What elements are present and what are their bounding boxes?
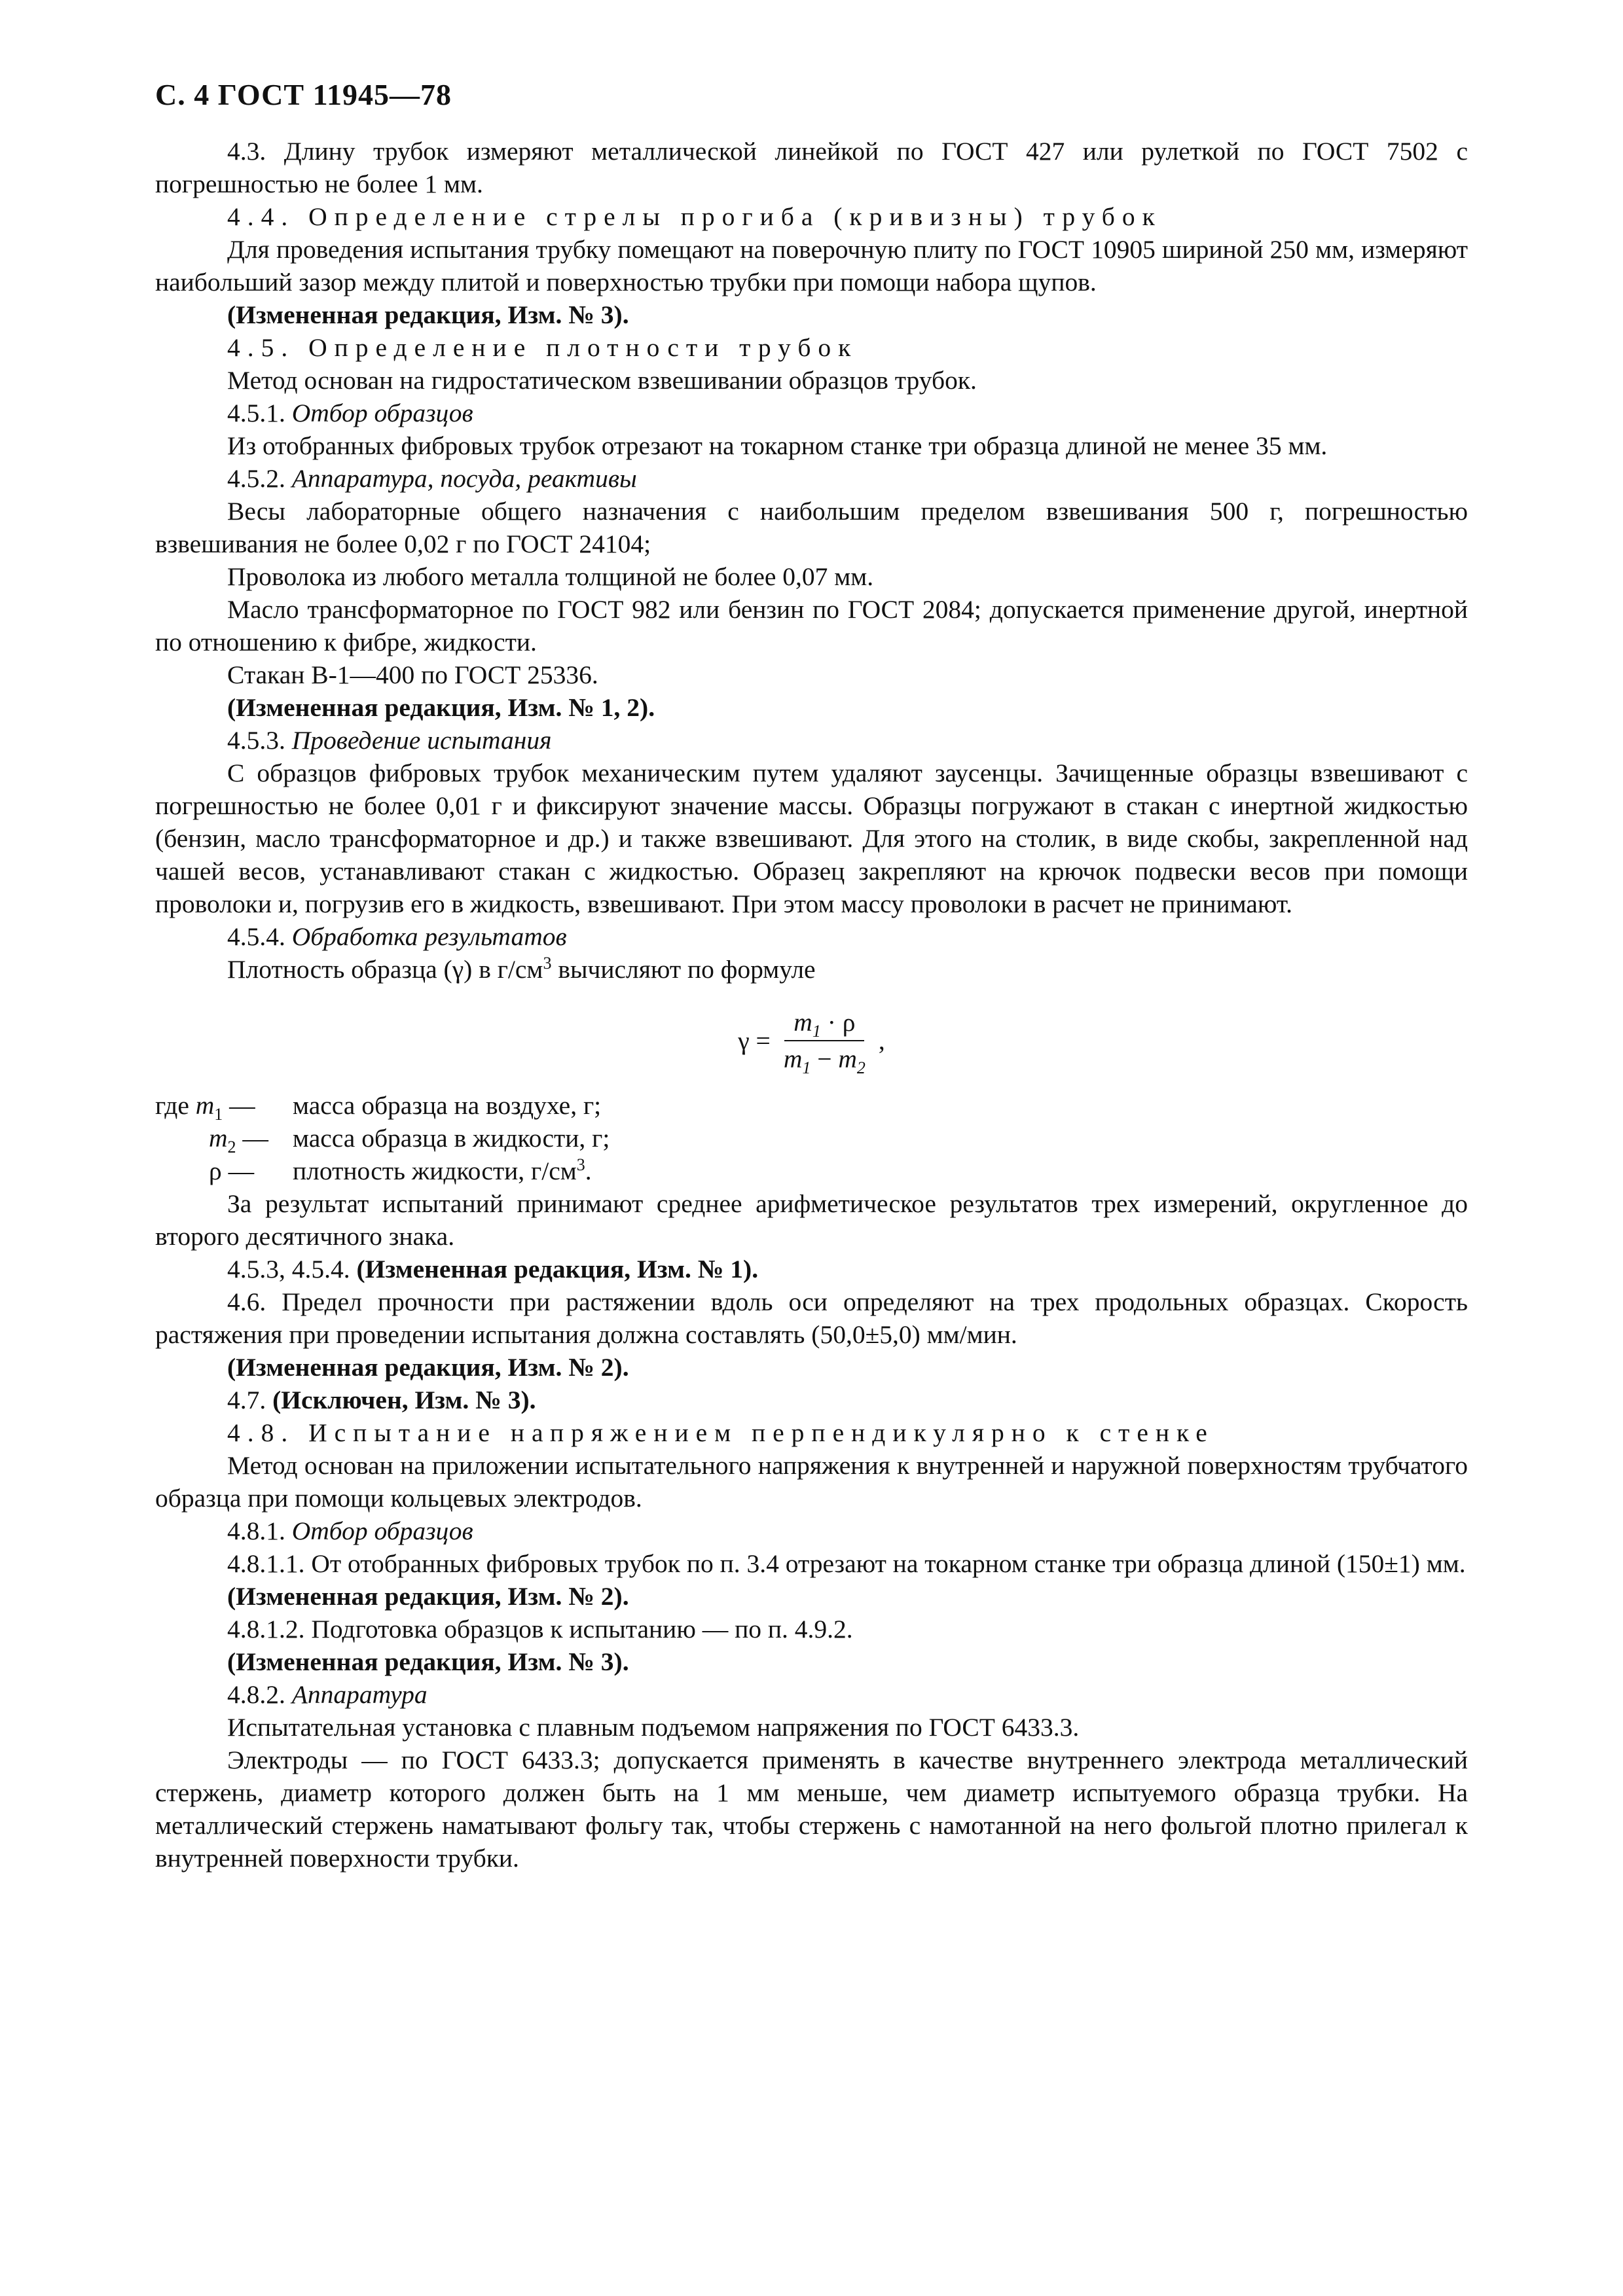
paragraph-result: За результат испытаний принимают среднее арифметическое результатов трех измерений, округленное до второго десятичного знака. [155, 1189, 1468, 1251]
section-number: 4.5.3. [227, 726, 292, 755]
heading-4-5-1 [155, 397, 1468, 429]
legend-subscript: 2 [227, 1137, 236, 1157]
legend-text: масса образца на воздухе, г; [293, 1091, 602, 1120]
legend-subscript: 1 [214, 1104, 223, 1124]
legend-text [293, 1155, 1468, 1187]
section-title: Аппаратура, посуда, реактивы [291, 464, 637, 493]
amendment-note: (Измененная редакция, Изм. № 1, 2). [227, 693, 655, 722]
legend-var: ρ [209, 1157, 222, 1185]
text-run: 4.5.3, 4.5.4. [227, 1255, 357, 1283]
legend-symbol [155, 1155, 293, 1187]
heading-4-4: 4.4. Определение стрелы прогиба (кривизны) трубок [227, 202, 1162, 231]
paragraph-test-setup: Испытательная установка с плавным подъемом напряжения по ГОСТ 6433.3. [227, 1713, 1080, 1742]
formula-symbol: m [793, 1008, 812, 1037]
heading-4-5: 4.5. Определение плотности трубок [227, 333, 858, 362]
superscript: 3 [543, 953, 552, 973]
formula-fraction [775, 1006, 875, 1075]
legend-dash: — [221, 1157, 255, 1185]
formula-symbol: m [783, 1045, 803, 1073]
paragraph-4-8-1-2: 4.8.1.2. Подготовка образцов к испытанию — по п. 4.9.2. [227, 1615, 853, 1643]
paragraph-4-6: 4.6. Предел прочности при растяжении вдоль оси определяют на трех продольных образцах. Скорость растяжения при проведении испытания должна составлять (50,0±5,0) мм/мин. [155, 1287, 1468, 1349]
paragraph-scales: Весы лабораторные общего назначения с наибольшим пределом взвешивания 500 г, погрешностью взвешивания не более 0,02 г по ГОСТ 24104; [155, 497, 1468, 558]
heading-4-8-1 [155, 1515, 1468, 1547]
amendment-note: (Измененная редакция, Изм. № 2). [227, 1353, 629, 1382]
density-formula [155, 1003, 1468, 1079]
legend-text: масса образца в жидкости, г; [293, 1124, 610, 1153]
section-title: Отбор образцов [291, 1516, 473, 1545]
formula-numerator [784, 1006, 864, 1041]
section-title: Проведение испытания [291, 726, 552, 755]
legend-dash: — [223, 1091, 255, 1120]
text-run: плотность жидкости, г/см [293, 1157, 577, 1185]
formula-symbol: m [838, 1045, 857, 1073]
paragraph-beaker: Стакан В-1—400 по ГОСТ 25336. [227, 660, 598, 689]
text-run: вычисляют по формуле [551, 955, 816, 984]
text-run: 4.7. [227, 1386, 273, 1414]
paragraph-oil: Масло трансформаторное по ГОСТ 982 или бензин по ГОСТ 2084; допускается применение другой, инертной по отношению к фибре, жидкости. [155, 595, 1468, 656]
paragraph-electrodes: Электроды — по ГОСТ 6433.3; допускается применять в качестве внутреннего электрода металлический стержень, диаметр которого должен быть на 1 мм меньше, чем диаметр испытуемого образца трубки. На металлический стержень наматывают фольгу так, чтобы стержень с намотанной на него фольгой плотно прилегал к внутренней поверхности трубки. [155, 1746, 1468, 1873]
text-run: . [585, 1157, 592, 1185]
paragraph-4-7 [155, 1384, 1468, 1416]
paragraph-density-intro [155, 953, 1468, 986]
amendment-note: (Измененная редакция, Изм. № 2). [227, 1582, 629, 1611]
formula-subscript: 1 [812, 1021, 821, 1041]
section-title: Аппаратура [291, 1680, 428, 1709]
heading-4-5-2 [155, 462, 1468, 495]
heading-4-5-3 [155, 724, 1468, 757]
section-number: 4.5.1. [227, 399, 292, 427]
document-body [155, 135, 1468, 1874]
section-number: 4.8.1. [227, 1516, 292, 1545]
formula-legend [155, 1089, 1468, 1187]
legend-dash: — [236, 1124, 268, 1153]
amendment-note-4-5-3 [155, 1253, 1468, 1285]
formula-subscript: 2 [856, 1058, 866, 1077]
legend-var: m [209, 1124, 228, 1153]
formula-operator: − [811, 1045, 839, 1073]
paragraph-4-5-1-text: Из отобранных фибровых трубок отрезают на токарном станке три образца длиной не менее 35 мм. [227, 431, 1328, 460]
amendment-note: (Измененная редакция, Изм. № 3). [227, 1647, 629, 1676]
legend-var: m [195, 1091, 215, 1120]
paragraph-4-5-text: Метод основан на гидростатическом взвешивании образцов трубок. [227, 366, 977, 395]
paragraph-4-8-text: Метод основан на приложении испытательного напряжения к внутренней и наружной поверхностям трубчатого образца при помощи кольцевых электродов. [155, 1451, 1468, 1513]
formula-symbol: · ρ [820, 1008, 856, 1037]
formula-lhs: γ = [738, 1026, 771, 1055]
superscript: 3 [576, 1155, 585, 1174]
section-number: 4.5.4. [227, 922, 292, 951]
paragraph-wire: Проволока из любого металла толщиной не более 0,07 мм. [227, 562, 874, 591]
paragraph-4-3: 4.3. Длину трубок измеряют металлической линейкой по ГОСТ 427 или рулеткой по ГОСТ 7502 с погрешностью не более 1 мм. [155, 137, 1468, 198]
formula-denominator [775, 1041, 875, 1075]
section-number: 4.5.2. [227, 464, 292, 493]
legend-lead: где [155, 1091, 196, 1120]
legend-symbol [155, 1089, 293, 1122]
section-number: 4.8.2. [227, 1680, 292, 1709]
section-title: Обработка результатов [291, 922, 567, 951]
heading-4-8-2 [155, 1678, 1468, 1711]
amendment-text: (Измененная редакция, Изм. № 1). [356, 1255, 759, 1283]
heading-4-8: 4.8. Испытание напряжением перпендикулярно к стенке [227, 1418, 1214, 1447]
section-title: Отбор образцов [291, 399, 473, 427]
paragraph-4-8-1-1: 4.8.1.1. От отобранных фибровых трубок по п. 3.4 отрезают на токарном станке три образца длиной (150±1) мм. [227, 1549, 1466, 1578]
paragraph-4-5-3-text: С образцов фибровых трубок механическим путем удаляют заусенцы. Зачищенные образцы взвешивают с погрешностью не более 0,01 г и фиксируют значение массы. Образцы погружают в стакан с инертной жидкостью (бензин, масло трансформаторное и др.) и также взвешивают. Для этого на столик, в виде скобы, закрепленной над чашей весов, устанавливают стакан с жидкостью. Образец закрепляют на крючок подвески весов при помощи проволоки и, погрузив его в жидкость, взвешивают. При этом массу проволоки в расчет не принимают. [155, 759, 1468, 918]
legend-symbol [155, 1122, 293, 1155]
heading-4-5-4 [155, 920, 1468, 953]
text-run: Плотность образца (γ) в г/см [227, 955, 543, 984]
formula-subscript: 1 [802, 1058, 811, 1077]
paragraph-4-4-text: Для проведения испытания трубку помещают на поверочную плиту по ГОСТ 10905 шириной 250 мм, измеряют наибольший зазор между плитой и поверхностью трубки при помощи набора щупов. [155, 235, 1468, 296]
formula-tail: , [878, 1026, 885, 1055]
amendment-text: (Исключен, Изм. № 3). [272, 1386, 536, 1414]
page-header: С. 4 ГОСТ 11945—78 [155, 78, 452, 111]
amendment-note: (Измененная редакция, Изм. № 3). [227, 300, 629, 329]
